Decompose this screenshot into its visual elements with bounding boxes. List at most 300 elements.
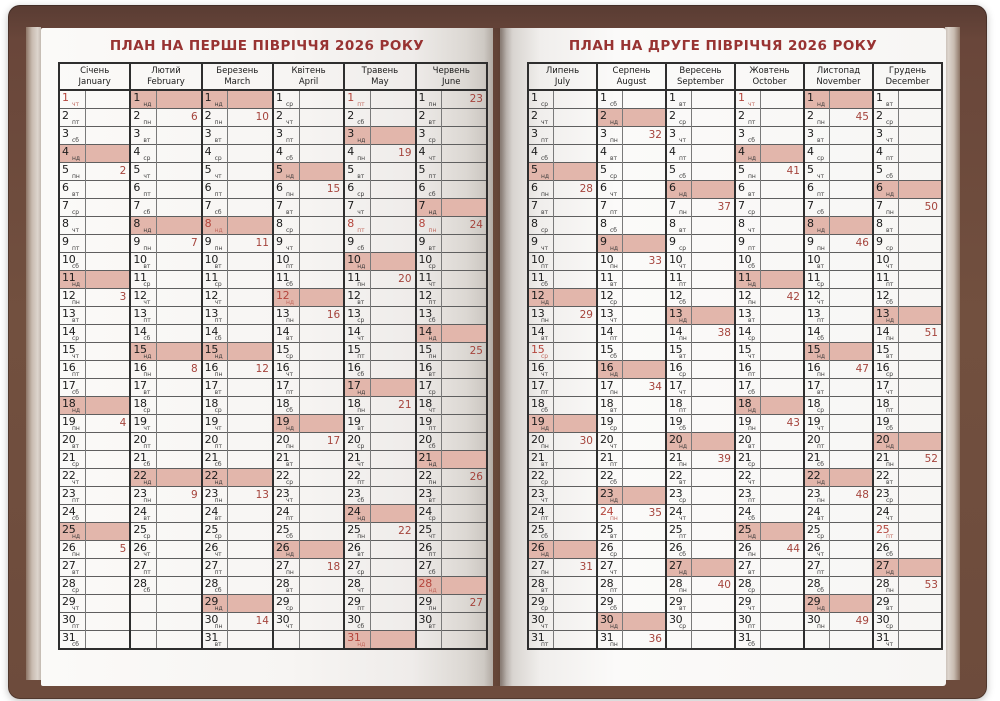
weekday-abbr: пт	[357, 605, 365, 612]
day-cell-august-20	[597, 433, 622, 451]
weekday-abbr: сб	[747, 641, 755, 648]
month-name-english: December	[885, 76, 930, 87]
weekday-abbr: пн	[541, 317, 549, 324]
weekday-abbr: нд	[541, 173, 550, 180]
day-cell-october-6	[735, 181, 760, 199]
day-number: 11	[275, 271, 290, 284]
day-cell-december-12	[873, 289, 898, 307]
weekday-abbr: сб	[72, 389, 79, 396]
weekday-abbr: пт	[816, 317, 825, 324]
weekday-abbr: ср	[357, 191, 365, 198]
day-cell-december-17	[873, 379, 898, 397]
day-number: 1	[418, 91, 426, 104]
day-row	[528, 631, 942, 650]
weekday-abbr: пн	[816, 497, 825, 504]
day-cell-december-8	[873, 217, 898, 235]
week-number: 13	[255, 489, 269, 501]
day-number: 8	[204, 217, 212, 230]
day-cell-february-30	[130, 613, 156, 631]
weekday-abbr: ср	[816, 155, 825, 162]
notes-cell-january-1	[85, 90, 130, 109]
day-row	[528, 487, 942, 505]
weekday-abbr: сб	[428, 317, 436, 324]
day-number: 31	[599, 631, 614, 644]
day-cell-january-24	[59, 505, 85, 523]
day-number: 27	[204, 559, 219, 572]
day-cell-march-25	[202, 523, 228, 541]
notes-cell-may-12	[370, 289, 415, 307]
day-number: 21	[875, 451, 890, 464]
day-number: 28	[531, 577, 545, 590]
day-number: 9	[275, 235, 283, 248]
weekday-abbr: вт	[678, 479, 687, 486]
week-number: 53	[924, 579, 938, 591]
day-cell-october-15	[735, 343, 760, 361]
day-number: 10	[133, 253, 147, 266]
weekday-abbr: пн	[609, 389, 618, 396]
day-cell-march-5	[202, 163, 228, 181]
weekday-abbr: пт	[72, 623, 80, 630]
weekday-abbr: сб	[72, 263, 79, 270]
day-number: 3	[531, 127, 538, 140]
weekday-abbr: пн	[609, 515, 618, 522]
day-cell-august-1	[597, 90, 622, 109]
day-number: 2	[806, 109, 814, 122]
weekday-abbr: нд	[678, 317, 688, 324]
day-number: 3	[599, 127, 607, 140]
notes-cell-february-8	[156, 217, 201, 235]
day-cell-october-23	[735, 487, 760, 505]
day-row	[528, 199, 942, 217]
day-number: 7	[599, 199, 607, 212]
weekday-abbr: чт	[285, 371, 293, 378]
day-number: 9	[599, 235, 607, 248]
day-row	[59, 541, 487, 559]
notes-cell-september-9	[691, 235, 735, 253]
weekday-abbr: пн	[72, 299, 80, 306]
notes-cell-january-24	[85, 505, 130, 523]
weekday-abbr: ср	[609, 173, 618, 180]
notes-cell-december-10	[898, 253, 942, 271]
day-row	[59, 595, 487, 613]
day-number: 4	[133, 145, 141, 158]
day-number: 10	[275, 253, 290, 266]
day-cell-september-14	[666, 325, 691, 343]
day-cell-august-22	[597, 469, 622, 487]
notes-cell-july-30	[553, 613, 597, 631]
notes-cell-december-6	[898, 181, 942, 199]
day-cell-july-29	[528, 595, 553, 613]
notes-cell-december-11	[898, 271, 942, 289]
notes-cell-september-5	[691, 163, 735, 181]
weekday-abbr: чт	[285, 245, 293, 252]
day-number: 5	[62, 163, 69, 176]
day-number: 22	[806, 469, 821, 482]
day-number: 16	[737, 361, 752, 374]
day-number: 4	[275, 145, 283, 158]
day-row	[528, 307, 942, 325]
day-cell-january-2	[59, 109, 85, 127]
weekday-abbr: нд	[72, 281, 81, 288]
notes-cell-august-16	[622, 361, 666, 379]
day-number: 22	[133, 469, 147, 482]
day-number: 23	[737, 487, 752, 500]
notes-cell-june-17	[442, 379, 487, 397]
day-cell-may-30	[344, 613, 370, 631]
day-row	[528, 541, 942, 559]
notes-cell-february-5	[156, 163, 201, 181]
notes-cell-october-26	[760, 541, 804, 559]
notes-cell-may-28	[370, 577, 415, 595]
day-number: 30	[204, 613, 219, 626]
day-cell-june-3	[416, 127, 442, 145]
day-number: 11	[62, 271, 76, 284]
notes-cell-june-29	[442, 595, 487, 613]
day-cell-june-21	[416, 451, 442, 469]
notes-cell-june-23	[442, 487, 487, 505]
notes-cell-january-13	[85, 307, 130, 325]
weekday-abbr: нд	[816, 479, 826, 486]
day-cell-june-23	[416, 487, 442, 505]
weekday-abbr: чт	[428, 281, 436, 288]
day-number: 19	[737, 415, 752, 428]
day-number: 12	[62, 289, 76, 302]
day-cell-july-15	[528, 343, 553, 361]
notes-cell-november-28	[829, 577, 873, 595]
day-number: 7	[204, 199, 212, 212]
day-number: 29	[668, 595, 683, 608]
weekday-abbr: чт	[214, 173, 222, 180]
day-number: 8	[737, 217, 745, 230]
day-number: 25	[531, 523, 545, 536]
weekday-abbr: сб	[143, 209, 151, 216]
notes-cell-june-21	[442, 451, 487, 469]
weekday-abbr: нд	[609, 245, 619, 252]
day-cell-february-6	[130, 181, 156, 199]
notes-cell-january-28	[85, 577, 130, 595]
notes-cell-july-6	[553, 181, 597, 199]
day-cell-july-6	[528, 181, 553, 199]
day-number: 16	[133, 361, 147, 374]
day-number: 21	[599, 451, 614, 464]
notes-cell-february-3	[156, 127, 201, 145]
day-cell-december-14	[873, 325, 898, 343]
weekday-abbr: вт	[357, 173, 365, 180]
day-number: 22	[347, 469, 361, 482]
weekday-abbr: нд	[357, 515, 366, 522]
week-number: 28	[579, 183, 593, 195]
day-cell-june-7	[416, 199, 442, 217]
weekday-abbr: вт	[609, 155, 618, 162]
weekday-abbr: ср	[285, 101, 294, 108]
notes-cell-december-12	[898, 289, 942, 307]
calendar-first-half-container	[58, 62, 488, 650]
weekday-abbr: сб	[428, 443, 436, 450]
weekday-abbr: чт	[428, 407, 436, 414]
day-cell-february-22	[130, 469, 156, 487]
notes-cell-october-4	[760, 145, 804, 163]
day-cell-april-26	[273, 541, 299, 559]
weekday-abbr: вт	[285, 209, 293, 216]
weekday-abbr: чт	[609, 317, 618, 324]
day-cell-august-26	[597, 541, 622, 559]
weekday-abbr: нд	[285, 551, 295, 558]
weekday-abbr: пт	[885, 281, 894, 288]
weekday-abbr: пт	[678, 155, 687, 162]
weekday-abbr: ср	[72, 587, 80, 594]
day-cell-march-29	[202, 595, 228, 613]
weekday-abbr: сб	[357, 245, 365, 252]
week-number: 3	[119, 291, 127, 303]
weekday-abbr: пн	[678, 335, 687, 342]
day-number: 14	[531, 325, 545, 338]
notes-cell-september-30	[691, 613, 735, 631]
notes-cell-april-15	[299, 343, 344, 361]
day-cell-august-19	[597, 415, 622, 433]
weekday-abbr: пн	[747, 551, 756, 558]
day-cell-june-13	[416, 307, 442, 325]
notes-cell-december-20	[898, 433, 942, 451]
weekday-abbr: вт	[214, 137, 222, 144]
weekday-abbr: нд	[357, 137, 366, 144]
day-cell-april-7	[273, 199, 299, 217]
week-number: 19	[398, 147, 412, 159]
day-number: 20	[275, 433, 290, 446]
day-number: 17	[737, 379, 752, 392]
weekday-abbr: чт	[747, 605, 756, 612]
notes-cell-october-14	[760, 325, 804, 343]
weekday-abbr: ср	[678, 245, 687, 252]
day-number: 19	[875, 415, 890, 428]
day-cell-april-19	[273, 415, 299, 433]
day-number: 22	[875, 469, 890, 482]
notes-cell-july-26	[553, 541, 597, 559]
weekday-abbr: ср	[541, 101, 549, 108]
notes-cell-june-14	[442, 325, 487, 343]
weekday-abbr: нд	[72, 407, 81, 414]
day-number: 18	[668, 397, 683, 410]
day-cell-february-7	[130, 199, 156, 217]
day-cell-june-24	[416, 505, 442, 523]
week-number: 37	[717, 201, 731, 213]
month-name-ukrainian: Листопад	[816, 66, 861, 76]
weekday-abbr: пн	[747, 299, 756, 306]
day-number: 15	[204, 343, 219, 356]
day-cell-october-29	[735, 595, 760, 613]
day-number: 20	[806, 433, 821, 446]
notes-cell-march-11	[228, 271, 273, 289]
day-cell-august-31	[597, 631, 622, 650]
week-number: 42	[786, 291, 800, 303]
weekday-abbr: нд	[72, 155, 81, 162]
day-cell-july-26	[528, 541, 553, 559]
weekday-abbr: сб	[285, 281, 293, 288]
day-cell-june-9	[416, 235, 442, 253]
day-cell-october-24	[735, 505, 760, 523]
day-number: 4	[531, 145, 538, 158]
notes-cell-january-12	[85, 289, 130, 307]
day-row	[528, 271, 942, 289]
day-number: 28	[418, 577, 432, 590]
notes-cell-august-12	[622, 289, 666, 307]
weekday-abbr: вт	[285, 587, 293, 594]
notes-cell-october-29	[760, 595, 804, 613]
notes-cell-december-19	[898, 415, 942, 433]
weekday-abbr: нд	[285, 173, 295, 180]
day-cell-july-1	[528, 90, 553, 109]
day-cell-october-30	[735, 613, 760, 631]
month-name-ukrainian: Жовтень	[749, 66, 790, 76]
notes-cell-november-12	[829, 289, 873, 307]
notes-cell-february-6	[156, 181, 201, 199]
day-cell-december-21	[873, 451, 898, 469]
month-name-ukrainian: Лютий	[151, 66, 181, 76]
day-cell-april-21	[273, 451, 299, 469]
day-cell-august-16	[597, 361, 622, 379]
month-header-june	[416, 63, 487, 90]
weekday-abbr: нд	[357, 641, 366, 648]
day-cell-december-16	[873, 361, 898, 379]
day-cell-september-23	[666, 487, 691, 505]
day-cell-march-23	[202, 487, 228, 505]
day-number: 20	[62, 433, 76, 446]
day-cell-may-4	[344, 145, 370, 163]
day-number: 4	[62, 145, 69, 158]
day-number: 14	[668, 325, 683, 338]
notes-cell-march-19	[228, 415, 273, 433]
day-cell-february-23	[130, 487, 156, 505]
day-number: 19	[347, 415, 361, 428]
weekday-abbr: чт	[816, 173, 825, 180]
day-number: 29	[599, 595, 614, 608]
notes-cell-december-25	[898, 523, 942, 541]
notes-cell-march-18	[228, 397, 273, 415]
weekday-abbr: пт	[357, 101, 365, 108]
weekday-abbr: нд	[428, 209, 437, 216]
weekday-abbr: ср	[143, 407, 151, 414]
day-row	[59, 469, 487, 487]
day-cell-december-19	[873, 415, 898, 433]
day-number: 10	[531, 253, 545, 266]
weekday-abbr: чт	[541, 245, 549, 252]
day-cell-april-1	[273, 90, 299, 109]
notes-cell-december-2	[898, 109, 942, 127]
day-cell-september-3	[666, 127, 691, 145]
weekday-abbr: вт	[678, 605, 687, 612]
day-number: 1	[204, 91, 212, 104]
day-cell-november-23	[804, 487, 829, 505]
weekday-abbr: ср	[747, 335, 756, 342]
day-row	[528, 613, 942, 631]
day-cell-december-25	[873, 523, 898, 541]
notes-cell-september-15	[691, 343, 735, 361]
day-cell-february-11	[130, 271, 156, 289]
weekday-abbr: пн	[747, 425, 756, 432]
weekday-abbr: нд	[609, 497, 619, 504]
notes-cell-december-7	[898, 199, 942, 217]
day-row	[528, 163, 942, 181]
day-cell-april-22	[273, 469, 299, 487]
day-number: 11	[347, 271, 361, 284]
weekday-abbr: пт	[609, 209, 618, 216]
day-cell-may-2	[344, 109, 370, 127]
day-number: 2	[62, 109, 69, 122]
day-number: 13	[347, 307, 361, 320]
week-number: 33	[648, 255, 662, 267]
day-number: 14	[806, 325, 821, 338]
notes-cell-november-24	[829, 505, 873, 523]
day-row	[528, 253, 942, 271]
day-cell-february-27	[130, 559, 156, 577]
day-cell-june-10	[416, 253, 442, 271]
weekday-abbr: сб	[214, 335, 222, 342]
day-number: 23	[133, 487, 147, 500]
day-number: 4	[875, 145, 883, 158]
weekday-abbr: сб	[747, 515, 755, 522]
notes-cell-march-22	[228, 469, 273, 487]
day-cell-june-5	[416, 163, 442, 181]
weekday-abbr: пт	[747, 119, 756, 126]
day-number: 8	[133, 217, 141, 230]
day-cell-november-21	[804, 451, 829, 469]
day-cell-april-31	[273, 631, 299, 650]
weekday-abbr: пт	[747, 245, 756, 252]
notes-cell-february-20	[156, 433, 201, 451]
day-cell-july-4	[528, 145, 553, 163]
day-cell-october-25	[735, 523, 760, 541]
notes-cell-july-9	[553, 235, 597, 253]
weekday-abbr: пт	[747, 497, 756, 504]
notes-cell-september-23	[691, 487, 735, 505]
notes-cell-june-3	[442, 127, 487, 145]
notes-cell-january-30	[85, 613, 130, 631]
notes-cell-may-8	[370, 217, 415, 235]
day-number: 18	[347, 397, 361, 410]
weekday-abbr: сб	[541, 533, 548, 540]
day-number: 19	[275, 415, 290, 428]
weekday-abbr: ср	[678, 623, 687, 630]
weekday-abbr: нд	[72, 533, 81, 540]
notes-cell-may-26	[370, 541, 415, 559]
weekday-abbr: вт	[541, 587, 549, 594]
day-cell-august-30	[597, 613, 622, 631]
notes-cell-february-28	[156, 577, 201, 595]
weekday-abbr: пт	[816, 443, 825, 450]
notes-cell-may-6	[370, 181, 415, 199]
day-number: 16	[806, 361, 821, 374]
day-number: 25	[875, 523, 890, 536]
weekday-abbr: пн	[428, 227, 437, 234]
day-cell-december-15	[873, 343, 898, 361]
day-cell-january-16	[59, 361, 85, 379]
weekday-abbr: чт	[72, 605, 80, 612]
weekday-abbr: вт	[143, 137, 151, 144]
day-row	[59, 271, 487, 289]
day-cell-november-17	[804, 379, 829, 397]
day-cell-september-15	[666, 343, 691, 361]
day-number: 26	[62, 541, 76, 554]
notes-cell-june-6	[442, 181, 487, 199]
weekday-abbr: пт	[428, 551, 436, 558]
weekday-abbr: чт	[72, 101, 80, 108]
day-number: 9	[62, 235, 69, 248]
day-cell-november-9	[804, 235, 829, 253]
notes-cell-december-1	[898, 90, 942, 109]
day-number: 25	[62, 523, 76, 536]
day-cell-april-8	[273, 217, 299, 235]
notes-cell-august-26	[622, 541, 666, 559]
weekday-abbr: чт	[143, 299, 151, 306]
